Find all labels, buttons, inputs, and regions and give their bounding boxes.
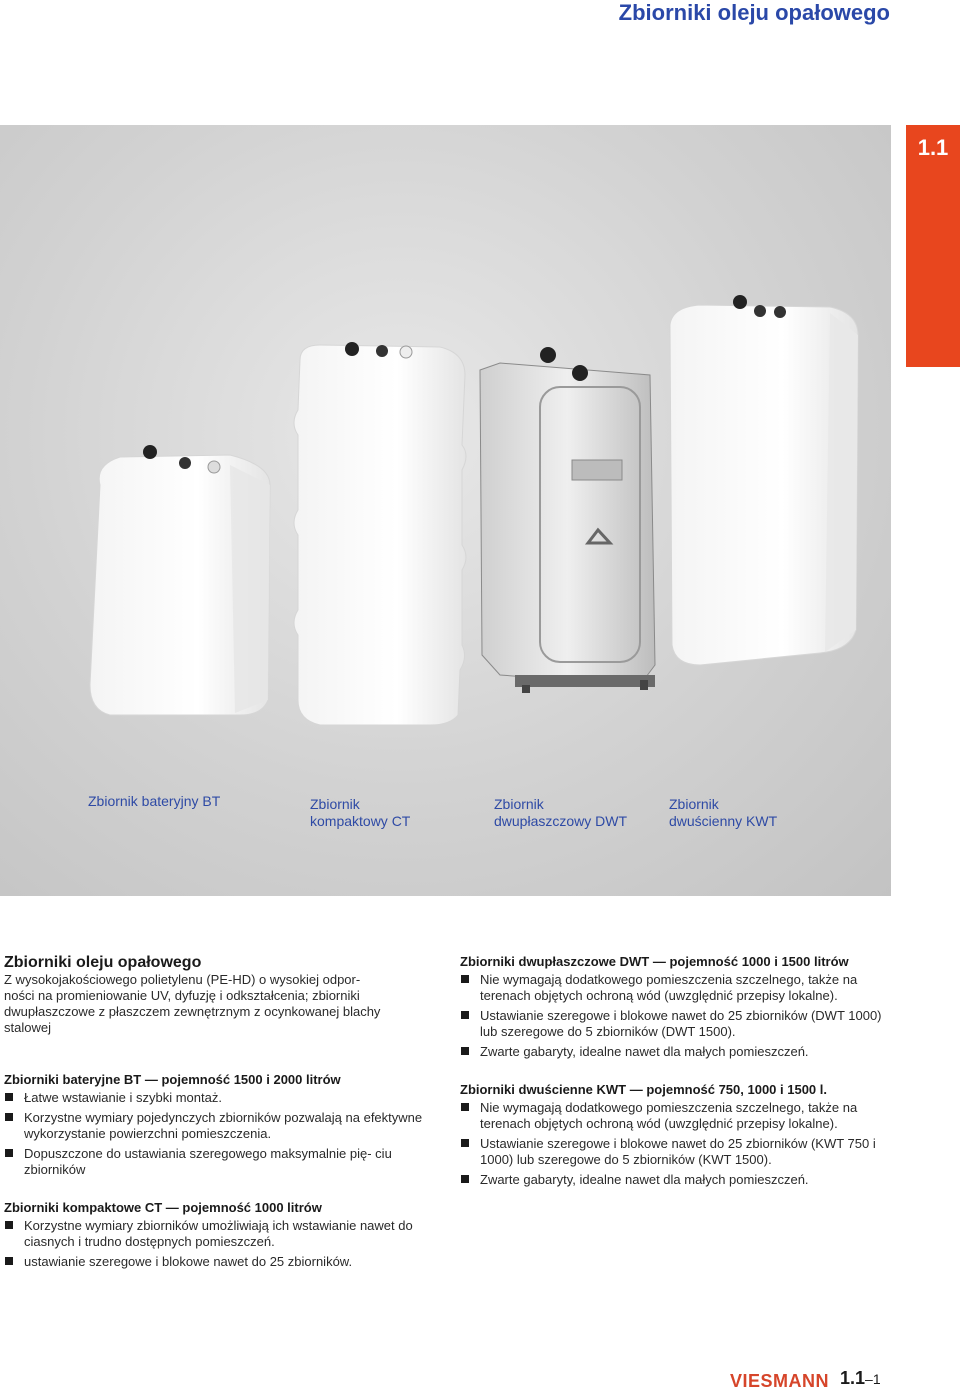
caption-kwt bbox=[669, 796, 777, 830]
list-item: Ustawianie szeregowe i blokowe nawet do 25 zbiorników (DWT 1000) lub szeregowe do 5 zbiorników (DWT 1500). bbox=[460, 1008, 890, 1040]
caption-ct-line1: Zbiornik bbox=[310, 796, 360, 812]
dwt-heading: Zbiorniki dwupłaszczowe DWT — pojemność 1000 i 1500 litrów bbox=[460, 954, 849, 969]
logo-text: VIESMANN bbox=[730, 1370, 830, 1391]
ct-list bbox=[4, 1218, 436, 1270]
intro-line: Z wysokojakościowego polietylenu (PE-HD) o wysokiej odpor- bbox=[4, 972, 361, 987]
caption-bt bbox=[88, 793, 220, 810]
list-item: Ustawianie szeregowe i blokowe nawet do 25 zbiorników (KWT 750 i 1000) lub szeregowe do 5 zbiorników (KWT 1500). bbox=[460, 1136, 890, 1168]
bt-heading: Zbiorniki bateryjne BT — pojemność 1500 i 2000 litrów bbox=[4, 1072, 341, 1087]
intro-line: ności na promieniowanie UV, dyfuzję i odkształcenia; zbiorniki bbox=[4, 988, 360, 1003]
page-number-main: 1.1 bbox=[840, 1368, 866, 1388]
left-column bbox=[4, 954, 436, 1274]
dwt-list bbox=[460, 972, 890, 1060]
bt-tank bbox=[90, 445, 270, 715]
caption-kwt-line1: Zbiornik bbox=[669, 796, 719, 812]
caption-bt-line: Zbiornik bateryjny BT bbox=[88, 793, 221, 809]
dwt-tank bbox=[480, 347, 655, 693]
kwt-list bbox=[460, 1100, 890, 1188]
list-item: Zwarte gabaryty, idealne nawet dla małych pomieszczeń. bbox=[460, 1172, 890, 1188]
left-title: Zbiorniki oleju opałowego bbox=[4, 954, 202, 971]
ct-heading: Zbiorniki kompaktowe CT — pojemność 1000 litrów bbox=[4, 1200, 322, 1215]
caption-dwt-line1: Zbiornik bbox=[494, 796, 544, 812]
caption-ct-line2: kompaktowy CT bbox=[310, 813, 411, 829]
caption-dwt bbox=[494, 796, 627, 830]
list-item: Nie wymagają dodatkowego pomieszczenia szczelnego, także na terenach objętych ochroną wód (uwzględnić przepisy lokalne). bbox=[460, 972, 890, 1004]
page-header-title: Zbiorniki oleju opałowego bbox=[618, 0, 890, 25]
list-item: Korzystne wymiary pojedynczych zbiorników pozwalają na efektywne wykorzystanie powierzchni pomieszczenia. bbox=[4, 1110, 436, 1142]
caption-dwt-line2: dwupłaszczowy DWT bbox=[494, 813, 628, 829]
bt-list bbox=[4, 1090, 436, 1178]
caption-ct bbox=[310, 796, 410, 830]
list-item: Korzystne wymiary zbiorników umożliwiają ich wstawianie nawet do ciasnych i trudno dostępnych pomieszczeń. bbox=[4, 1218, 436, 1250]
intro-text bbox=[4, 972, 436, 1036]
intro-line: dwupłaszczowe z płaszczem zewnętrznym z ocynkowanej blachy bbox=[4, 1004, 381, 1019]
right-column bbox=[460, 954, 890, 1192]
kwt-tank bbox=[670, 295, 858, 665]
list-item: ustawianie szeregowe i blokowe nawet do 25 zbiorników. bbox=[4, 1254, 436, 1270]
list-item: Nie wymagają dodatkowego pomieszczenia szczelnego, także na terenach objętych ochroną wód (uwzględnić przepisy lokalne). bbox=[460, 1100, 890, 1132]
page-number-suffix: –1 bbox=[865, 1371, 881, 1387]
list-item: Łatwe wstawianie i szybki montaż. bbox=[4, 1090, 436, 1106]
ct-tank bbox=[294, 342, 466, 725]
kwt-heading: Zbiorniki dwuścienne KWT — pojemność 750, 1000 i 1500 l. bbox=[460, 1082, 828, 1097]
section-tab-label: 1.1 bbox=[917, 135, 949, 160]
intro-line: stalowej bbox=[4, 1020, 51, 1035]
list-item: Zwarte gabaryty, idealne nawet dla małych pomieszczeń. bbox=[460, 1044, 890, 1060]
list-item: Dopuszczone do ustawiania szeregowego maksymalnie pię- ciu zbiorników bbox=[4, 1146, 436, 1178]
page-number bbox=[840, 1368, 881, 1389]
tank-illustration bbox=[0, 125, 891, 896]
section-tab bbox=[906, 125, 960, 367]
product-photo bbox=[0, 125, 891, 896]
caption-kwt-line2: dwuścienny KWT bbox=[669, 813, 778, 829]
viessmann-logo bbox=[730, 1370, 829, 1392]
